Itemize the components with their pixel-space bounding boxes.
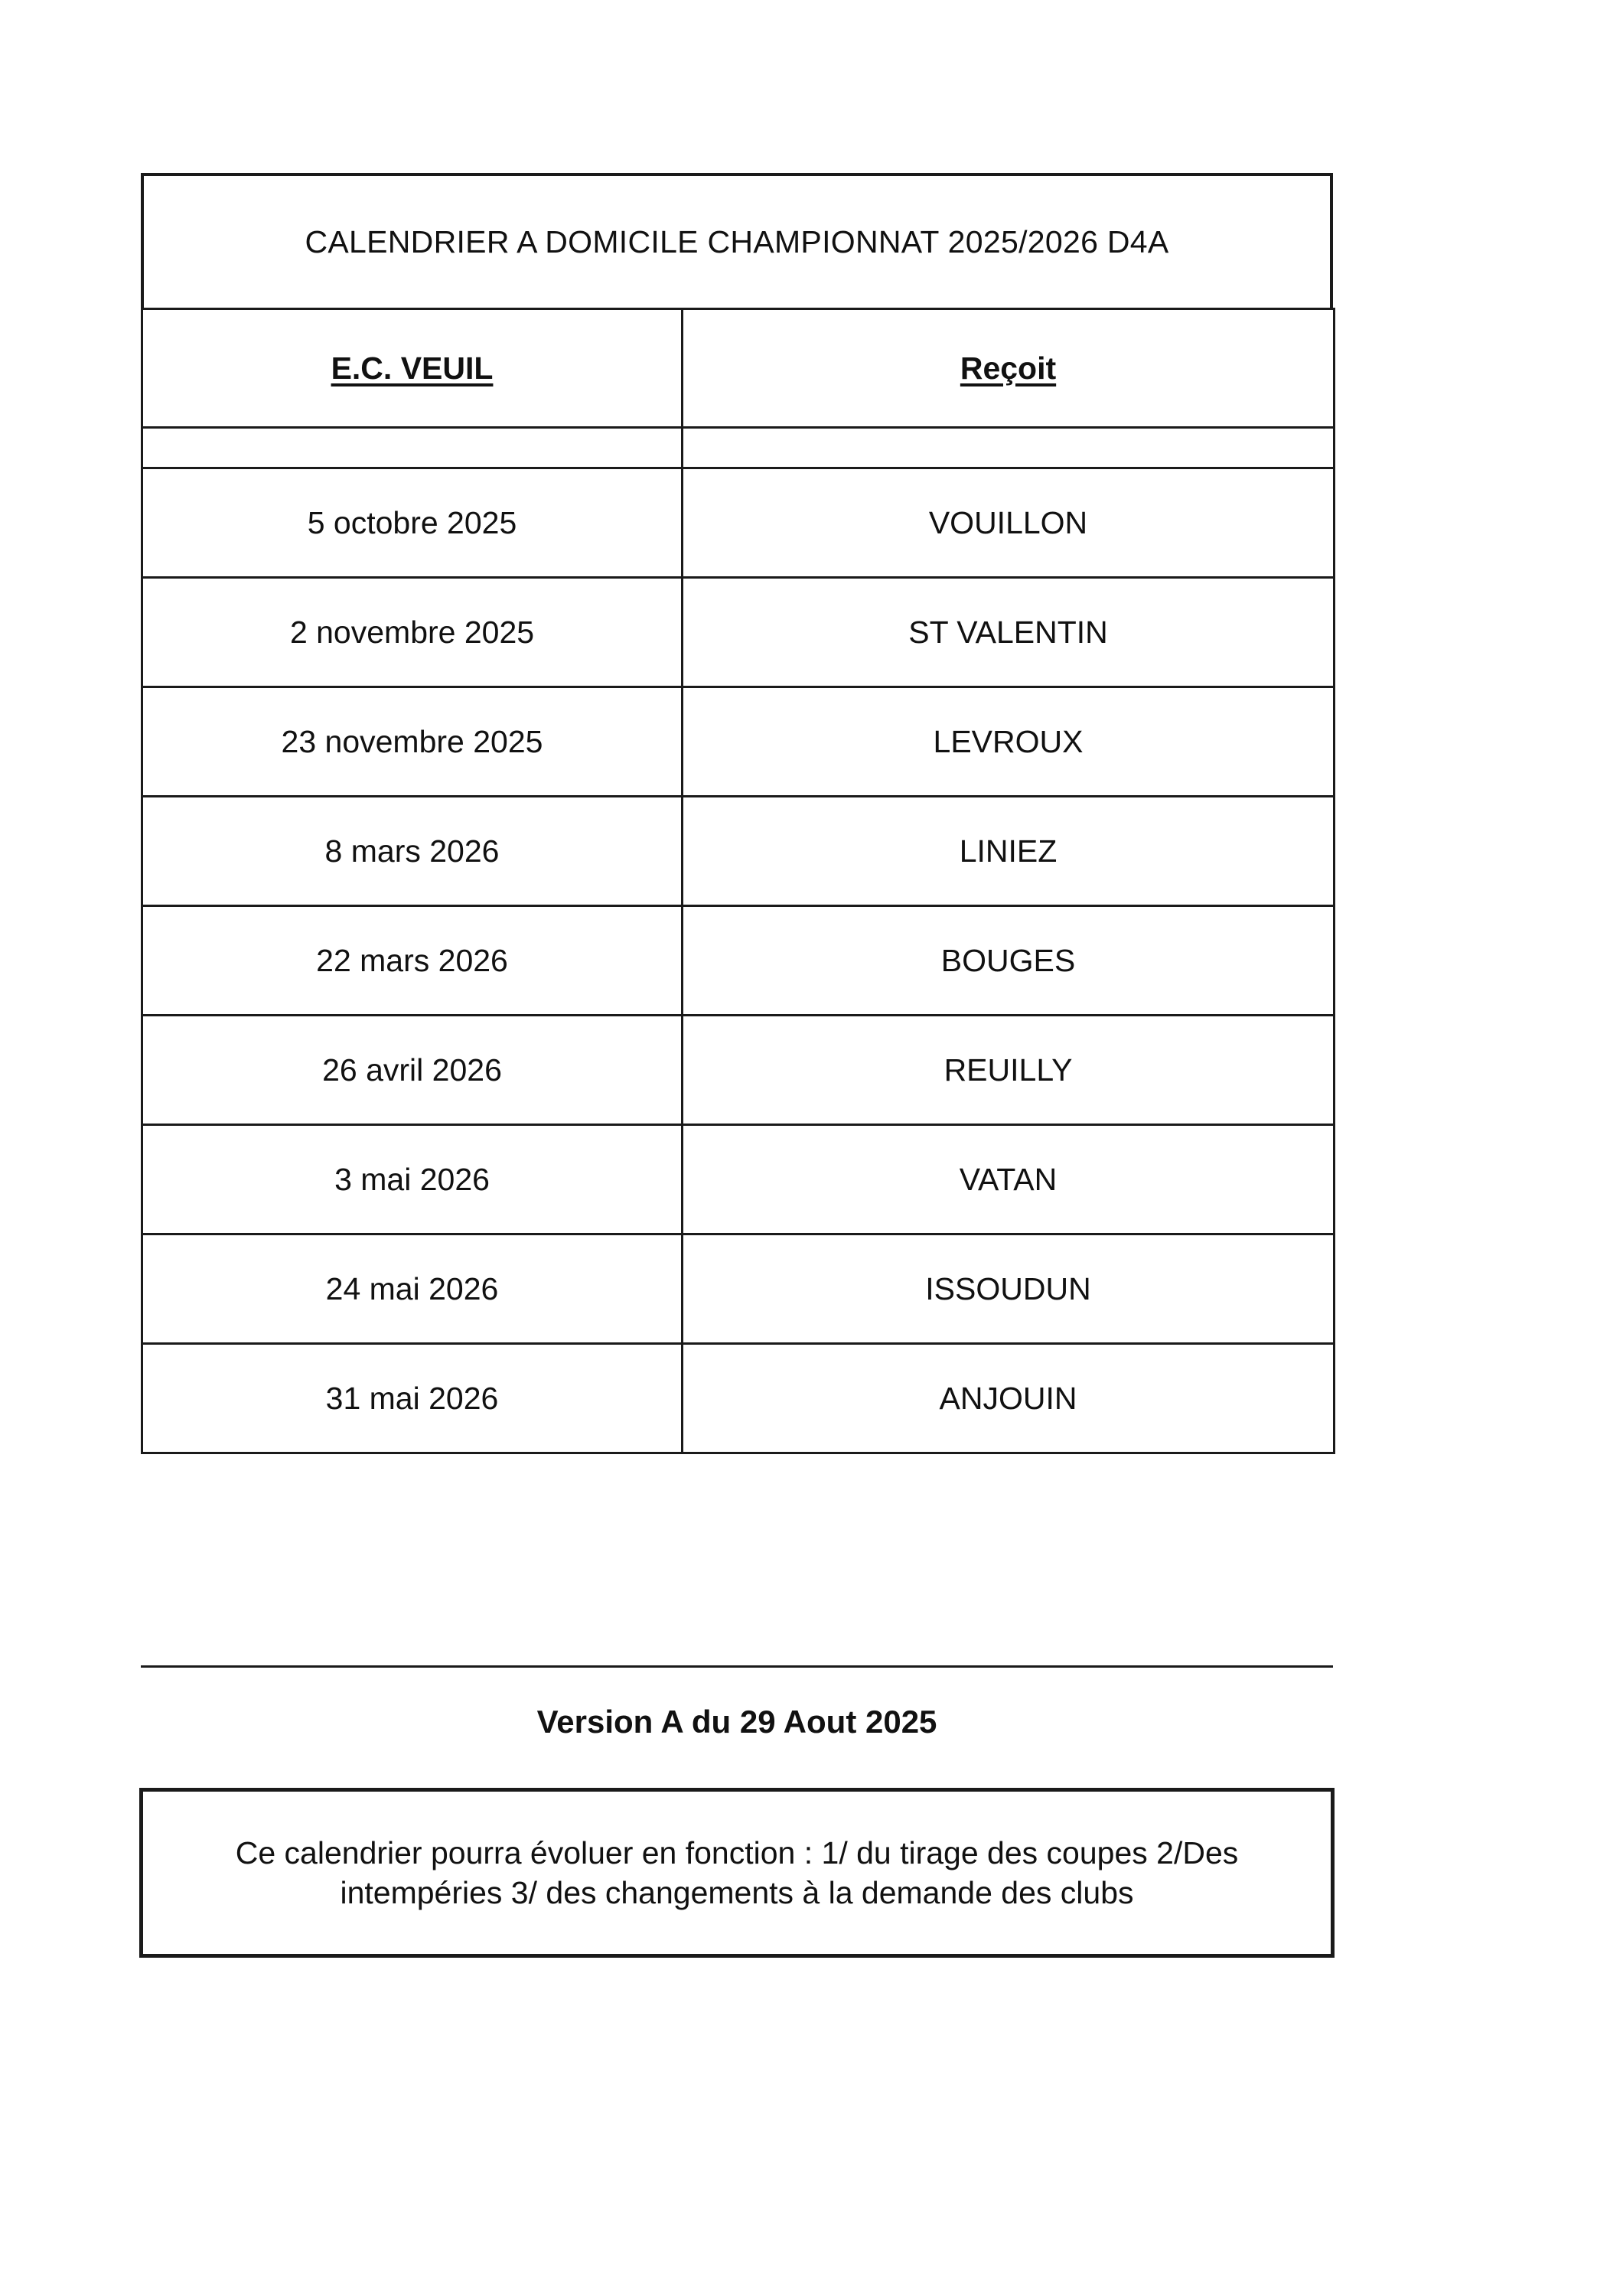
version-label: Version A du 29 Aout 2025: [536, 1704, 937, 1740]
table-row: [142, 1234, 1335, 1344]
match-date: 23 novembre 2025: [142, 687, 683, 797]
match-date: 2 novembre 2025: [142, 578, 683, 687]
match-date: 8 mars 2026: [142, 797, 683, 906]
spacer-cell: [683, 428, 1335, 468]
table-spacer-row: [142, 428, 1335, 468]
opponent-name: ANJOUIN: [683, 1344, 1335, 1453]
table-row: [142, 1344, 1335, 1453]
match-date: 22 mars 2026: [142, 906, 683, 1016]
match-date: 31 mai 2026: [142, 1344, 683, 1453]
header-team: E.C. VEUIL: [142, 309, 683, 428]
match-date: 24 mai 2026: [142, 1234, 683, 1344]
table-row: [142, 797, 1335, 906]
table-row: [142, 578, 1335, 687]
table-row: [142, 687, 1335, 797]
home-schedule-table: [141, 308, 1335, 1454]
table-row: [142, 468, 1335, 578]
match-date: 3 mai 2026: [142, 1125, 683, 1234]
disclaimer-line-1: Ce calendrier pourra évoluer en fonction : 1/ du tirage des coupes 2/Des: [235, 1835, 1239, 1870]
opponent-name: LEVROUX: [683, 687, 1335, 797]
header-receives: Reçoit: [683, 309, 1335, 428]
opponent-name: LINIEZ: [683, 797, 1335, 906]
disclaimer-line-2: intempéries 3/ des changements à la demande des clubs: [340, 1875, 1134, 1910]
match-date: 5 octobre 2025: [142, 468, 683, 578]
opponent-name: VOUILLON: [683, 468, 1335, 578]
opponent-name: ISSOUDUN: [683, 1234, 1335, 1344]
calendar-title: CALENDRIER A DOMICILE CHAMPIONNAT 2025/2026 D4A: [305, 223, 1169, 259]
opponent-name: BOUGES: [683, 906, 1335, 1016]
table-header-row: [142, 309, 1335, 428]
opponent-name: ST VALENTIN: [683, 578, 1335, 687]
table-row: [142, 1125, 1335, 1234]
disclaimer-box: [139, 1788, 1335, 1958]
match-date: 26 avril 2026: [142, 1016, 683, 1125]
spacer-cell: [142, 428, 683, 468]
table-row: [142, 906, 1335, 1016]
horizontal-divider: [141, 1665, 1333, 1668]
disclaimer-text: [236, 1833, 1239, 1913]
table-row: [142, 1016, 1335, 1125]
opponent-name: REUILLY: [683, 1016, 1335, 1125]
opponent-name: VATAN: [683, 1125, 1335, 1234]
calendar-title-box: [141, 173, 1333, 308]
